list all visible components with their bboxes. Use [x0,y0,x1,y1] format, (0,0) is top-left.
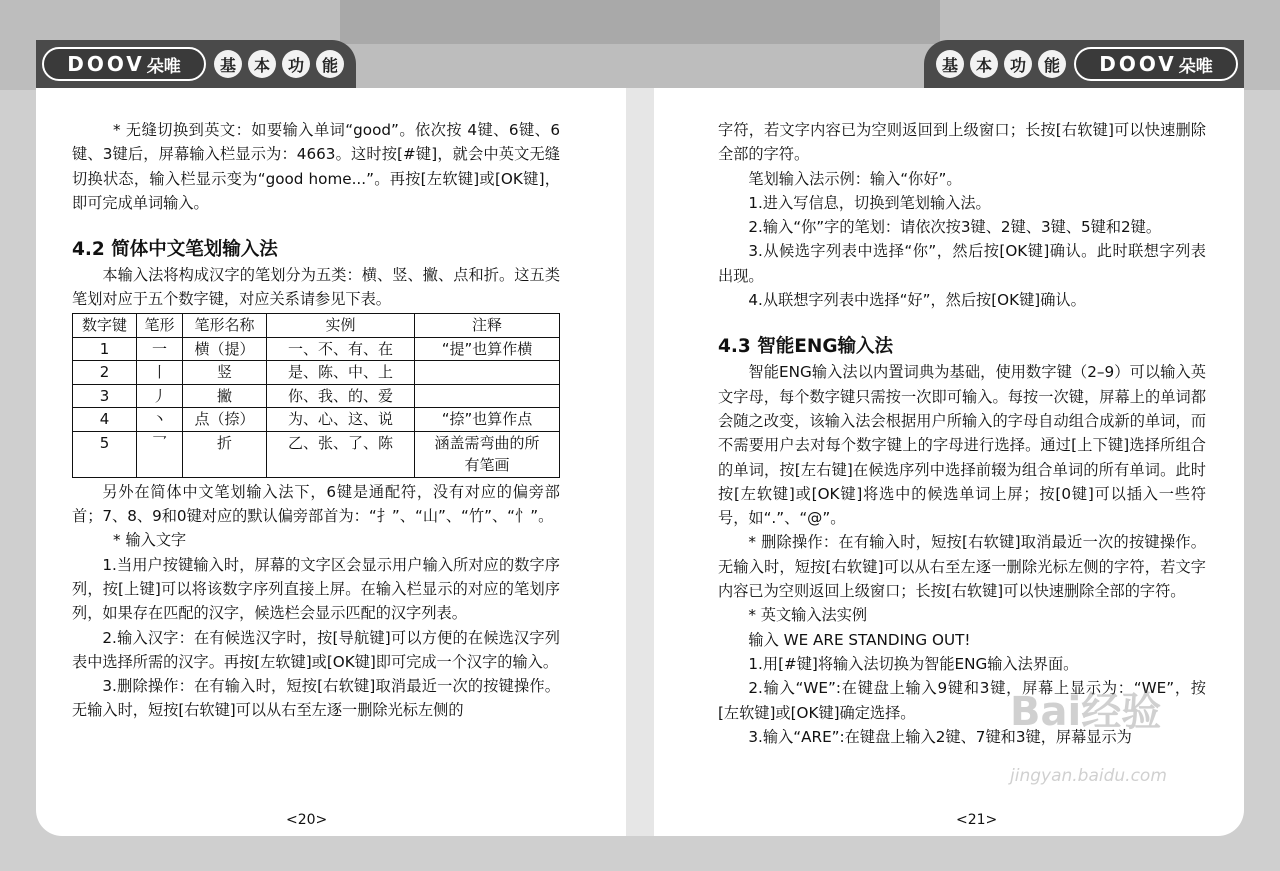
section-heading-stroke-input: 4.2 简体中文笔划输入法 [72,239,278,261]
table-cell: 乛 [137,431,183,477]
section-char: 能 [316,50,344,78]
brand-cn: 朵唯 [146,56,181,77]
table-cell: 一、不、有、在 [267,337,415,361]
subheading-input-text: * 输入文字 [113,531,187,550]
table-cell: 撇 [183,384,267,408]
section-char: 功 [1004,50,1032,78]
watermark-url: jingyan.baidu.com [1010,766,1167,786]
paragraph-delete: * 删除操作：在有输入时，短按[右软键]取消最近一次的按键操作。无输入时，短按[右软键]可以从右至左逐一删除光标左侧的字符，若文字内容已为空则返回上级窗口；长按[右软键]可以快速删除全部的字符。 [718,533,1206,601]
subheading-english-example: * 英文输入法实例 [748,606,868,625]
brand-logo [1074,47,1238,81]
page-number-right: <21> [956,812,998,828]
brand-latin: DOOV [67,52,145,76]
table-cell [415,384,560,408]
section-title-chips [936,50,1066,78]
paragraph-continuation: 字符，若文字内容已为空则返回到上级窗口；长按[右软键]可以快速删除全部的字符。 [718,121,1206,164]
example-title: 笔划输入法示例：输入“你好”。 [748,169,962,188]
table-header-cell: 实例 [267,313,415,337]
stroke-table [72,313,560,478]
section-char: 能 [1038,50,1066,78]
eng-step-2: 2.输入“WE”:在键盘上输入9键和3键，屏幕上显示为：“WE”，按[左软键]或[OK键]确定选择。 [718,679,1206,722]
section-char: 基 [214,50,242,78]
table-cell: 丶 [137,408,183,432]
watermark [1010,690,1230,820]
eng-step-3: 3.输入“ARE”:在键盘上输入2键、7键和3键，屏幕显示为 [748,727,1132,746]
right-page-content [718,118,1206,749]
section-char: 基 [936,50,964,78]
table-cell: 丿 [137,384,183,408]
table-cell: 3 [73,384,137,408]
table-cell [415,361,560,385]
table-cell: 横（提） [183,337,267,361]
paragraph-stroke-description: 本输入法将构成汉字的笔划分为五类：横、竖、撇、点和折。这五类笔划对应于五个数字键，对应关系请参见下表。 [72,266,560,309]
table-cell: 1 [73,337,137,361]
example-step-4: 4.从联想字列表中选择“好”，然后按[OK键]确认。 [748,291,1086,310]
table-cell: 为、心、这、说 [267,408,415,432]
table-row [73,361,560,385]
table-cell: 你、我、的、爱 [267,384,415,408]
paragraph-step-1: 1.当用户按键输入时，屏幕的文字区会显示用户输入所对应的数字序列，按[上键]可以将该数字序列直接上屏。在输入栏显示的对应的笔划序列，如果存在匹配的汉字，候选栏会显示匹配的汉字列表。 [72,555,560,623]
paragraph-seamless-switch: * 无缝切换到英文：如要输入单词“good”。依次按 4键、6键、6键、3键后，屏幕输入栏显示为：4663。这时按[#键]，就会中英文无缝切换状态，输入栏显示变为“good home...”。再按[左软键]或[OK键]，即可完成单词输入。 [72,121,560,212]
table-row [73,431,560,477]
table-cell: 5 [73,431,137,477]
table-cell: 是、陈、中、上 [267,361,415,385]
section-heading-smart-eng: 4.3 智能ENG输入法 [718,336,894,358]
watermark-text: Bai经验 [1010,689,1162,735]
paragraph-wildcard: 另外在简体中文笔划输入法下，6键是通配符，没有对应的偏旁部首；7、8、9和0键对应的默认偏旁部首为：“扌”、“山”、“竹”、“忄”。 [72,482,560,526]
example-step-3: 3.从候选字列表中选择“你”，然后按[OK键]确认。此时联想字列表出现。 [718,242,1206,285]
table-header-cell: 数字键 [73,313,137,337]
table-row [73,384,560,408]
table-cell: 乙、张、了、陈 [267,431,415,477]
section-char: 本 [970,50,998,78]
page-gutter [626,88,654,836]
example-step-1: 1.进入写信息，切换到笔划输入法。 [748,193,991,212]
table-row [73,337,560,361]
left-header-bar [36,40,356,88]
table-header-cell: 注释 [415,313,560,337]
table-cell: 一 [137,337,183,361]
table-cell: “捺”也算作点 [415,408,560,432]
section-title-chips [214,50,344,78]
paragraph-step-3: 3.删除操作：在有输入时，短按[右软键]取消最近一次的按键操作。无输入时，短按[右软键]可以从右至左逐一删除光标左侧的 [72,677,560,720]
table-header-cell: 笔形名称 [183,313,267,337]
brand-logo [42,47,206,81]
table-cell: “提”也算作横 [415,337,560,361]
table-cell: 4 [73,408,137,432]
paragraph-step-2: 2.输入汉字：在有候选汉字时，按[导航键]可以方便的在候选汉字列表中选择所需的汉字。再按[左软键]或[OK键]即可完成一个汉字的输入。 [72,628,560,671]
page-number-left: <20> [286,812,328,828]
example-step-2: 2.输入“你”字的笔划：请依次按3键、2键、3键、5键和2键。 [748,218,1162,237]
paragraph-smart-eng: 智能ENG输入法以内置词典为基础，使用数字键（2–9）可以输入英文字母，每个数字键只需按一次即可输入。每按一次键，屏幕上的单词都会随之改变，该输入法会根据用户所输入的字母自动组合成新的单词，而不需要用户去对每个数字键上的字母进行选择。通过[上下键]选择所组合的单词，按[左右键]在候选序列中选择前辍为组合单词的所有单词。此时按[左软键]或[OK键]将选中的候选单词上屏；按[0键]可以插入一些符号，如“.”、“@”。 [718,363,1206,528]
table-header-cell: 笔形 [137,313,183,337]
table-header-row [73,313,560,337]
section-char: 功 [282,50,310,78]
table-cell: 丨 [137,361,183,385]
brand-cn: 朵唯 [1178,56,1213,77]
table-cell: 涵盖需弯曲的所有笔画 [415,431,560,477]
input-example-line: 输入 WE ARE STANDING OUT! [748,630,971,649]
table-row [73,408,560,432]
table-cell: 点（捺） [183,408,267,432]
table-cell: 竖 [183,361,267,385]
table-cell: 折 [183,431,267,477]
left-page-content [72,118,560,723]
section-char: 本 [248,50,276,78]
eng-step-1: 1.用[#键]将输入法切换为智能ENG输入法界面。 [748,654,1079,673]
table-cell: 2 [73,361,137,385]
top-band-center [340,0,940,44]
brand-latin: DOOV [1099,52,1177,76]
right-header-bar [924,40,1244,88]
